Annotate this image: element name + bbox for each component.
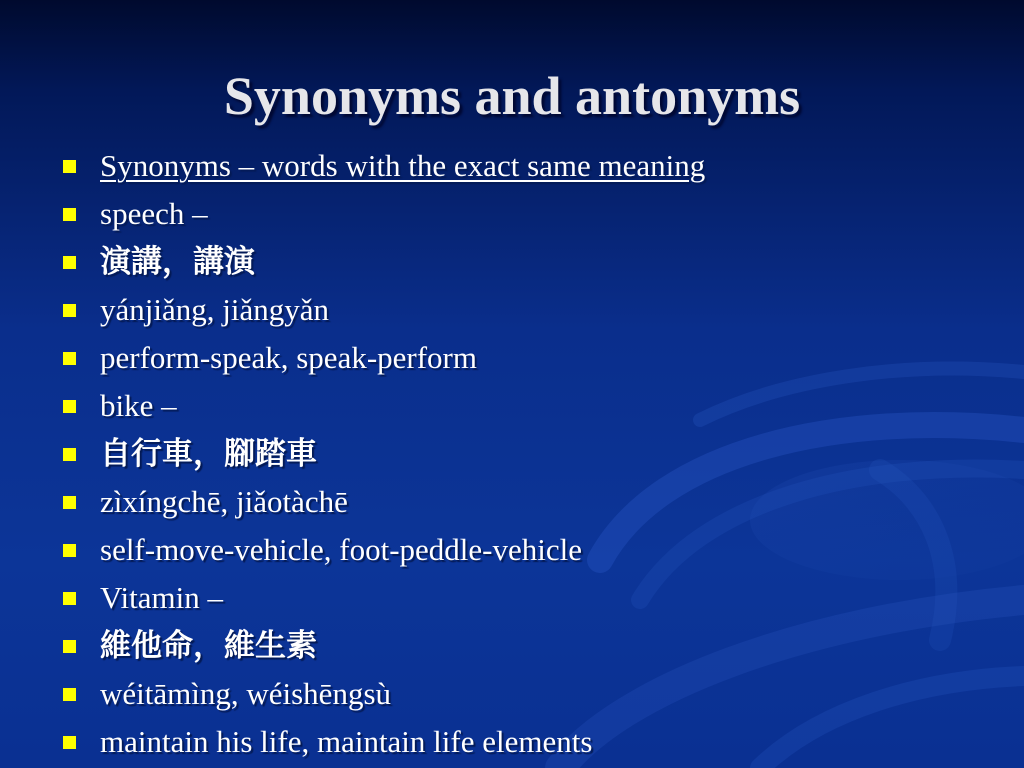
bullet-text-translation: self-move-vehicle, foot-peddle-vehicle bbox=[100, 532, 582, 567]
bullet-list bbox=[63, 142, 1003, 766]
bullet-text-chinese: 自行車，腳踏車 bbox=[100, 436, 317, 472]
bullet-item bbox=[63, 334, 1003, 382]
bullet-item bbox=[63, 286, 1003, 334]
bullet-item bbox=[63, 238, 1003, 286]
square-bullet-icon bbox=[63, 496, 76, 509]
bullet-item bbox=[63, 142, 1003, 190]
square-bullet-icon bbox=[63, 400, 76, 413]
bullet-item bbox=[63, 526, 1003, 574]
square-bullet-icon bbox=[63, 592, 76, 605]
bullet-text-pinyin: yánjiǎng, jiǎngyǎn bbox=[100, 292, 329, 327]
bullet-text-translation: maintain his life, maintain life elements bbox=[100, 724, 593, 759]
square-bullet-icon bbox=[63, 640, 76, 653]
square-bullet-icon bbox=[63, 352, 76, 365]
bullet-text-pinyin: wéitāmìng, wéishēngsù bbox=[100, 676, 392, 711]
bullet-text-chinese: 維他命，維生素 bbox=[100, 628, 317, 664]
bullet-text-translation: perform-speak, speak-perform bbox=[100, 340, 477, 375]
bullet-item bbox=[63, 430, 1003, 478]
synonyms-definition-link[interactable]: Synonyms – words with the exact same meaning bbox=[100, 148, 706, 183]
slide-title: Synonyms and antonyms bbox=[223, 66, 801, 126]
bullet-item bbox=[63, 190, 1003, 238]
bullet-item bbox=[63, 382, 1003, 430]
square-bullet-icon bbox=[63, 304, 76, 317]
bullet-item bbox=[63, 574, 1003, 622]
square-bullet-icon bbox=[63, 544, 76, 557]
bullet-item bbox=[63, 622, 1003, 670]
square-bullet-icon bbox=[63, 256, 76, 269]
bullet-item bbox=[63, 478, 1003, 526]
square-bullet-icon bbox=[63, 688, 76, 701]
square-bullet-icon bbox=[63, 736, 76, 749]
bullet-item bbox=[63, 718, 1003, 766]
bullet-item bbox=[63, 670, 1003, 718]
bullet-text: Vitamin – bbox=[100, 580, 223, 615]
square-bullet-icon bbox=[63, 448, 76, 461]
square-bullet-icon bbox=[63, 160, 76, 173]
bullet-text: speech – bbox=[100, 196, 208, 231]
bullet-text-pinyin: zìxíngchē, jiǎotàchē bbox=[100, 484, 348, 519]
bullet-text-chinese: 演講，講演 bbox=[100, 244, 255, 280]
square-bullet-icon bbox=[63, 208, 76, 221]
bullet-text: bike – bbox=[100, 388, 177, 423]
